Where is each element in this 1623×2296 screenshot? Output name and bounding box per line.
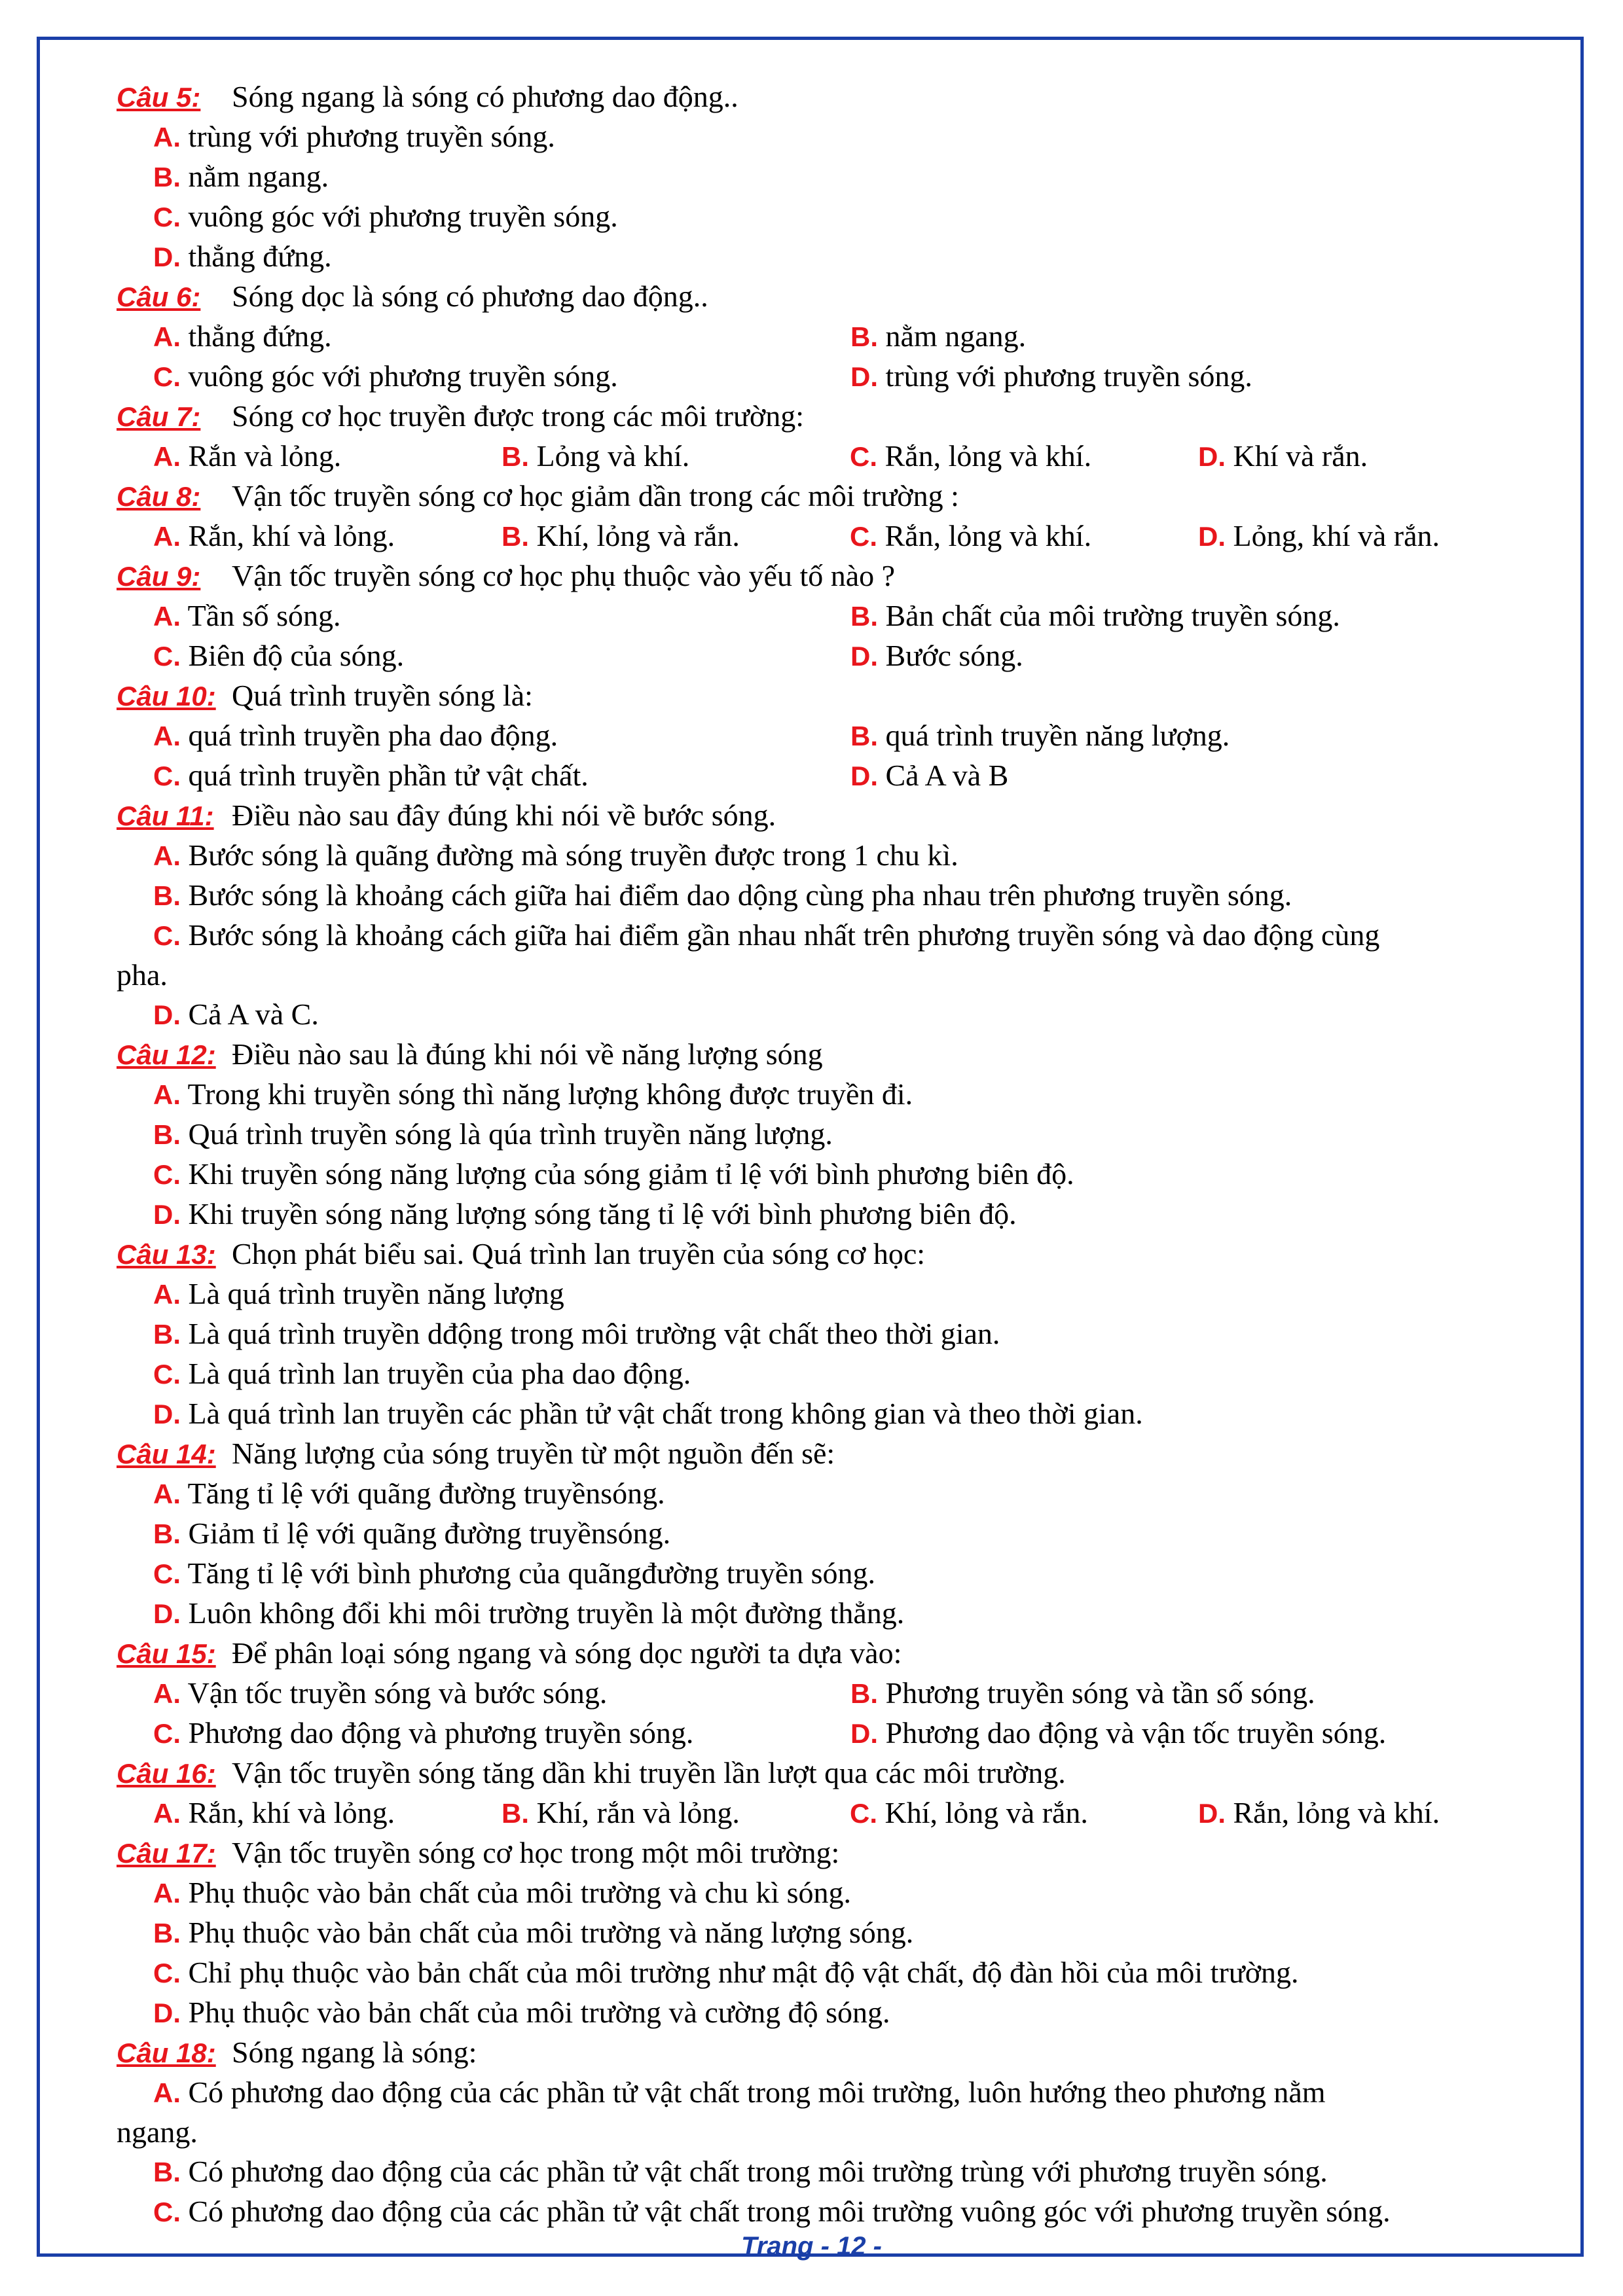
option-letter: C. (153, 641, 181, 672)
option-letter: C. (850, 1798, 877, 1829)
option-text: Khi truyền sóng năng lượng sóng tăng tỉ lệ với bình phương biên độ. (188, 1197, 1017, 1230)
answer-option (153, 1953, 1554, 1993)
option-text: vuông góc với phương truyền sóng. (188, 200, 618, 233)
option-letter: D. (153, 1998, 181, 2028)
question-stem (117, 1434, 1554, 1474)
question-number: Câu 12: (117, 1039, 216, 1070)
answer-option (153, 596, 850, 636)
question-stem (117, 2033, 1554, 2073)
question-number: Câu 9: (117, 561, 201, 592)
option-text: Bước sóng là khoảng cách giữa hai điểm dao dộng cùng pha nhau trên phương truyền sóng. (188, 878, 1292, 912)
answer-option (153, 197, 1554, 237)
option-text: Là quá trình truyền dđộng trong môi trường vật chất theo thời gian. (188, 1317, 1000, 1350)
question-stem (117, 476, 1554, 516)
option-letter: B. (153, 1319, 181, 1350)
answer-option (153, 237, 1554, 277)
option-letter: D. (850, 641, 878, 672)
answer-options (117, 596, 1554, 676)
option-text: Là quá trình lan truyền của pha dao động. (188, 1357, 691, 1390)
answer-options (117, 836, 1554, 1035)
option-letter: D. (153, 1199, 181, 1230)
option-letter: B. (850, 1678, 878, 1709)
answer-option (850, 317, 1548, 357)
question-text: Điều nào sau là đúng khi nói về năng lượng sóng (232, 1037, 823, 1071)
question-block (117, 397, 1554, 476)
option-letter: B. (501, 441, 529, 472)
option-text: Bước sóng là quãng đường mà sóng truyền được trong 1 chu kì. (188, 838, 958, 872)
answer-option (153, 1594, 1554, 1634)
answer-option (153, 1993, 1554, 2033)
option-letter: C. (153, 1558, 181, 1589)
question-stem (117, 556, 1554, 596)
answer-options (117, 716, 1554, 796)
question-stem (117, 1234, 1554, 1274)
option-letter: C. (153, 1718, 181, 1749)
option-letter: A. (153, 321, 181, 352)
option-letter: A. (153, 1878, 181, 1909)
question-text: Vận tốc truyền sóng cơ học phụ thuộc vào yếu tố nào ? (232, 559, 896, 592)
option-text: Rắn, khí và lỏng. (188, 1796, 395, 1829)
option-letter: A. (153, 601, 181, 632)
option-text: quá trình truyền năng lượng. (885, 719, 1230, 752)
option-letter: D. (153, 1399, 181, 1429)
answer-option (153, 756, 850, 796)
question-text: Vận tốc truyền sóng cơ học giảm dần trong các môi trường : (232, 479, 959, 512)
option-text: Tăng tỉ lệ với bình phương của quãngđường truyền sóng. (187, 1556, 876, 1590)
question-number: Câu 15: (117, 1638, 216, 1669)
answer-option (153, 636, 850, 676)
question-block (117, 1035, 1554, 1234)
question-number: Câu 6: (117, 281, 201, 312)
option-text: nằm ngang. (885, 319, 1027, 353)
answer-option (153, 1075, 1554, 1115)
answer-option (850, 1674, 1548, 1713)
question-block (117, 1833, 1554, 2033)
question-number: Câu 18: (117, 2037, 216, 2068)
answer-option (850, 636, 1548, 676)
answer-options (117, 1274, 1554, 1434)
option-letter: C. (153, 202, 181, 232)
option-text: thẳng đứng. (188, 240, 332, 273)
option-letter: C. (153, 361, 181, 392)
option-text: Biên độ của sóng. (188, 639, 405, 672)
option-text: Phương truyền sóng và tần số sóng. (885, 1676, 1315, 1710)
option-letter: C. (153, 920, 181, 951)
option-letter: A. (153, 721, 181, 751)
option-letter: D. (1198, 521, 1226, 552)
answer-option (153, 1713, 850, 1753)
option-text: Phương dao động và vận tốc truyền sóng. (885, 1716, 1387, 1749)
question-number: Câu 8: (117, 481, 201, 512)
answer-option (153, 1514, 1554, 1554)
question-stem (117, 796, 1554, 836)
option-letter: A. (153, 1678, 181, 1709)
answer-option (117, 916, 1554, 995)
option-letter: A. (153, 1798, 181, 1829)
question-block (117, 1234, 1554, 1434)
answer-option (153, 716, 850, 756)
option-text: Khi truyền sóng năng lượng của sóng giảm tỉ lệ với bình phương biên độ. (188, 1157, 1074, 1191)
question-text: Sóng ngang là sóng: (232, 2036, 477, 2069)
option-letter: D. (153, 1598, 181, 1629)
option-letter: B. (501, 521, 529, 552)
question-text: Sóng ngang là sóng có phương dao động.. (232, 80, 739, 113)
answer-options (117, 1474, 1554, 1634)
question-text: Quá trình truyền sóng là: (232, 679, 533, 712)
option-text: Phụ thuộc vào bản chất của môi trường và cường độ sóng. (188, 1996, 890, 2029)
answer-options (117, 1873, 1554, 2033)
option-text: Luôn không đổi khi môi trường truyền là một đường thẳng. (188, 1596, 905, 1630)
answer-option (1198, 516, 1546, 556)
option-text: Lỏng, khí và rắn. (1233, 519, 1440, 552)
question-stem (117, 1035, 1554, 1075)
option-text: quá trình truyền phần tử vật chất. (188, 759, 589, 792)
answer-option (153, 1394, 1554, 1434)
answer-option (501, 437, 850, 476)
question-text: Chọn phát biểu sai. Quá trình lan truyền của sóng cơ học: (232, 1237, 926, 1270)
answer-option (850, 516, 1198, 556)
answer-option (153, 876, 1554, 916)
answer-options (117, 117, 1554, 277)
option-letter: B. (153, 880, 181, 911)
answer-option (153, 1314, 1554, 1354)
question-number: Câu 16: (117, 1758, 216, 1789)
answer-option (153, 1793, 501, 1833)
option-letter: C. (850, 441, 877, 472)
answer-option (850, 1713, 1548, 1753)
option-letter: C. (153, 1958, 181, 1988)
option-text: thẳng đứng. (188, 319, 332, 353)
answer-option (153, 1115, 1554, 1155)
answer-options (117, 2073, 1554, 2232)
question-block (117, 676, 1554, 796)
answer-option (153, 2192, 1554, 2232)
answer-option (153, 836, 1554, 876)
question-number: Câu 11: (117, 800, 214, 831)
question-block (117, 796, 1554, 1035)
answer-option (850, 756, 1548, 796)
option-text: Bước sóng là khoảng cách giữa hai điểm gần nhau nhất trên phương truyền sóng và dao động cùng (188, 918, 1380, 952)
question-block (117, 1634, 1554, 1753)
option-text: Quá trình truyền sóng là qúa trình truyền năng lượng. (188, 1117, 833, 1151)
option-text: vuông góc với phương truyền sóng. (188, 359, 618, 393)
option-text: nằm ngang. (188, 160, 329, 193)
option-text: Rắn, lỏng và khí. (1233, 1796, 1440, 1829)
answer-option (501, 1793, 850, 1833)
option-text: Khí, rắn và lỏng. (536, 1796, 740, 1829)
answer-option (153, 1194, 1554, 1234)
question-number: Câu 7: (117, 401, 201, 432)
option-text: Tần số sóng. (187, 599, 341, 632)
question-text: Để phân loại sóng ngang và sóng dọc người ta dựa vào: (232, 1636, 902, 1670)
option-text: Giảm tỉ lệ với quãng đường truyềnsóng. (188, 1516, 671, 1550)
answer-option (153, 437, 501, 476)
answer-option (153, 2152, 1554, 2192)
answer-option (153, 1474, 1554, 1514)
answer-option (153, 1873, 1554, 1913)
question-block (117, 1434, 1554, 1634)
option-letter: D. (850, 1718, 878, 1749)
option-letter: D. (153, 242, 181, 272)
option-text: Bản chất của môi trường truyền sóng. (885, 599, 1340, 632)
option-letter: C. (153, 2197, 181, 2227)
option-letter: C. (153, 1159, 181, 1190)
question-number: Câu 10: (117, 681, 216, 711)
answer-option (850, 1793, 1198, 1833)
question-block (117, 277, 1554, 397)
option-text: Tăng tỉ lệ với quãng đường truyềnsóng. (187, 1477, 665, 1510)
answer-option (153, 317, 850, 357)
option-letter: A. (153, 1079, 181, 1110)
option-letter: D. (1198, 1798, 1226, 1829)
option-text: quá trình truyền pha dao động. (188, 719, 558, 752)
question-number: Câu 17: (117, 1838, 216, 1869)
page-footer: Trang - 12 - (741, 2232, 882, 2261)
question-block (117, 77, 1554, 277)
option-letter: B. (850, 721, 878, 751)
question-stem (117, 1833, 1554, 1873)
option-text: Có phương dao động của các phần tử vật chất trong môi trường trùng với phương truyền sóng. (188, 2155, 1328, 2188)
option-letter: A. (153, 840, 181, 871)
option-text: Có phương dao động của các phần tử vật chất trong môi trường vuông góc với phương truyền sóng. (188, 2195, 1391, 2228)
option-letter: A. (153, 521, 181, 552)
option-letter: D. (153, 999, 181, 1030)
option-text: Rắn, lỏng và khí. (884, 439, 1092, 473)
option-letter: A. (153, 2077, 181, 2108)
answer-option (850, 357, 1548, 397)
answer-option (153, 995, 1554, 1035)
answer-option (850, 596, 1548, 636)
option-letter: A. (153, 1479, 181, 1509)
question-block (117, 556, 1554, 676)
option-letter: A. (153, 441, 181, 472)
answer-option (153, 1274, 1554, 1314)
answer-option (153, 157, 1554, 197)
option-letter: D. (1198, 441, 1226, 472)
option-text: Khí, lỏng và rắn. (884, 1796, 1088, 1829)
question-list (117, 77, 1554, 2232)
answer-option (501, 516, 850, 556)
question-text: Sóng dọc là sóng có phương dao động.. (232, 279, 708, 313)
option-text: Bước sóng. (885, 639, 1023, 672)
option-letter: C. (153, 1359, 181, 1390)
option-letter: C. (153, 761, 181, 791)
option-text-continuation: pha. (117, 958, 168, 992)
question-stem (117, 1753, 1554, 1793)
option-letter: A. (153, 1279, 181, 1310)
option-text: Lỏng và khí. (536, 439, 690, 473)
question-stem (117, 1634, 1554, 1674)
option-text: Rắn, lỏng và khí. (884, 519, 1092, 552)
option-text-continuation: ngang. (117, 2115, 198, 2149)
answer-option (153, 1354, 1554, 1394)
question-text: Điều nào sau đây đúng khi nói về bước sóng. (232, 798, 776, 832)
option-text: trùng với phương truyền sóng. (188, 120, 555, 153)
option-text: Cả A và B (885, 759, 1009, 792)
option-text: Rắn, khí và lỏng. (188, 519, 395, 552)
option-text: trùng với phương truyền sóng. (885, 359, 1252, 393)
option-letter: B. (153, 1518, 181, 1549)
answer-options (117, 437, 1554, 476)
answer-options (117, 1075, 1554, 1234)
answer-option (850, 716, 1548, 756)
option-text: Khí, lỏng và rắn. (536, 519, 740, 552)
option-text: Cả A và C. (188, 997, 319, 1031)
option-letter: B. (850, 321, 878, 352)
answer-option (153, 357, 850, 397)
option-letter: B. (153, 1119, 181, 1150)
question-block (117, 476, 1554, 556)
question-text: Năng lượng của sóng truyền từ một nguồn đến sẽ: (232, 1437, 835, 1470)
option-letter: D. (850, 361, 878, 392)
option-letter: C. (850, 521, 877, 552)
option-text: Rắn và lỏng. (188, 439, 342, 473)
question-text: Sóng cơ học truyền được trong các môi trường: (232, 399, 804, 433)
question-number: Câu 14: (117, 1439, 216, 1469)
question-block (117, 2033, 1554, 2232)
option-text: Khí và rắn. (1233, 439, 1368, 473)
answer-option (153, 1554, 1554, 1594)
answer-option (153, 117, 1554, 157)
option-letter: B. (153, 2157, 181, 2187)
option-text: Chỉ phụ thuộc vào bản chất của môi trường như mật độ vật chất, độ đàn hồi của môi trường. (188, 1956, 1299, 1989)
question-block (117, 1753, 1554, 1833)
option-text: Phụ thuộc vào bản chất của môi trường và năng lượng sóng. (188, 1916, 914, 1949)
answer-option (117, 2073, 1554, 2152)
answer-options (117, 1674, 1554, 1753)
question-stem (117, 397, 1554, 437)
option-letter: D. (850, 761, 878, 791)
option-letter: B. (153, 1918, 181, 1948)
question-stem (117, 77, 1554, 117)
answer-option (153, 1913, 1554, 1953)
answer-option (153, 1674, 850, 1713)
answer-options (117, 1793, 1554, 1833)
question-number: Câu 13: (117, 1239, 216, 1270)
option-text: Phụ thuộc vào bản chất của môi trường và chu kì sóng. (188, 1876, 851, 1909)
answer-option (850, 437, 1198, 476)
answer-options (117, 317, 1554, 397)
question-text: Vận tốc truyền sóng cơ học trong một môi trường: (232, 1836, 840, 1869)
question-number: Câu 5: (117, 82, 201, 113)
question-stem (117, 277, 1554, 317)
answer-option (1198, 437, 1546, 476)
option-text: Phương dao động và phương truyền sóng. (188, 1716, 694, 1749)
option-letter: B. (501, 1798, 529, 1829)
option-text: Vận tốc truyền sóng và bước sóng. (187, 1676, 608, 1710)
answer-option (153, 516, 501, 556)
option-letter: A. (153, 122, 181, 152)
option-text: Là quá trình lan truyền các phần tử vật chất trong không gian và theo thời gian. (188, 1397, 1143, 1430)
option-text: Trong khi truyền sóng thì năng lượng không được truyền đi. (187, 1077, 913, 1111)
answer-option (153, 1155, 1554, 1194)
option-letter: B. (153, 162, 181, 192)
question-stem (117, 676, 1554, 716)
option-letter: B. (850, 601, 878, 632)
question-text: Vận tốc truyền sóng tăng dần khi truyền lần lượt qua các môi trường. (232, 1756, 1066, 1789)
option-text: Có phương dao động của các phần tử vật chất trong môi trường, luôn hướng theo phương nằm (188, 2075, 1326, 2109)
answer-option (1198, 1793, 1546, 1833)
option-text: Là quá trình truyền năng lượng (188, 1277, 564, 1310)
answer-options (117, 516, 1554, 556)
